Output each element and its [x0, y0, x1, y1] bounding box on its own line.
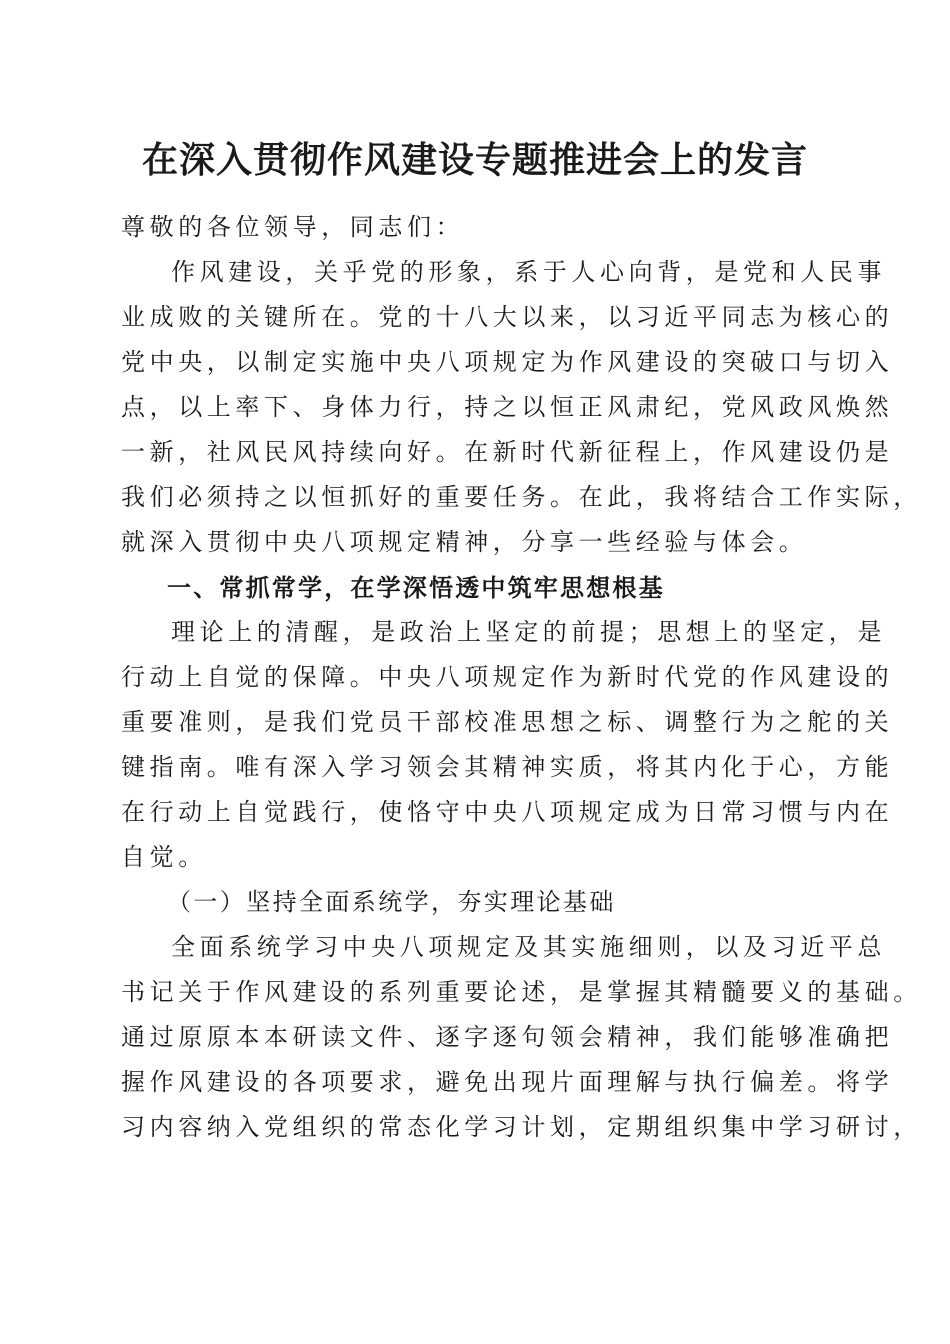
document-title: 在深入贯彻作风建设专题推进会上的发言	[141, 139, 808, 181]
paragraph-line: 行动上自觉的保障。中央八项规定作为新时代党的作风建设的	[121, 663, 894, 691]
paragraph-line: 一新，社风民风持续向好。在新时代新征程上，作风建设仍是	[121, 438, 894, 466]
paragraph-line: 自觉。	[121, 843, 207, 871]
paragraph-line: 习内容纳入党组织的常态化学习计划，定期组织集中学习研讨，	[121, 1113, 922, 1141]
paragraph-line: 通过原原本本研读文件、逐字逐句领会精神，我们能够准确把	[121, 1023, 894, 1051]
paragraph-line: 书记关于作风建设的系列重要论述，是掌握其精髓要义的基础。	[121, 978, 922, 1006]
paragraph-line: 理论上的清醒，是政治上坚定的前提；思想上的坚定，是	[171, 618, 886, 646]
paragraph-line: 全面系统学习中央八项规定及其实施细则，以及习近平总	[171, 933, 886, 961]
section-heading-1: 一、常抓常学，在学深悟透中筑牢思想根基	[167, 573, 665, 602]
paragraph-line: 党中央，以制定实施中央八项规定为作风建设的突破口与切入	[121, 348, 894, 376]
salutation: 尊敬的各位领导，同志们：	[121, 213, 465, 241]
paragraph-subsection-1	[121, 925, 922, 1150]
paragraph-line: 握作风建设的各项要求，避免出现片面理解与执行偏差。将学	[121, 1068, 894, 1096]
paragraph-line: 点，以上率下、身体力行，持之以恒正风肃纪，党风政风焕然	[121, 393, 894, 421]
paragraph-line: 就深入贯彻中央八项规定精神，分享一些经验与体会。	[121, 528, 808, 556]
paragraph-line: 键指南。唯有深入学习领会其精神实质，将其内化于心，方能	[121, 753, 894, 781]
paragraph-line: 业成败的关键所在。党的十八大以来，以习近平同志为核心的	[121, 303, 894, 331]
paragraph-intro	[121, 250, 922, 565]
paragraph-line: 在行动上自觉践行，使恪守中央八项规定成为日常习惯与内在	[121, 798, 894, 826]
subsection-heading-1: （一）坚持全面系统学，夯实理论基础	[167, 888, 616, 916]
document-body	[121, 205, 922, 1150]
paragraph-section-1	[121, 610, 894, 880]
paragraph-line: 作风建设，关乎党的形象，系于人心向背，是党和人民事	[171, 258, 886, 286]
paragraph-line: 重要准则，是我们党员干部校准思想之标、调整行为之舵的关	[121, 708, 894, 736]
paragraph-line: 我们必须持之以恒抓好的重要任务。在此，我将结合工作实际，	[121, 483, 922, 511]
